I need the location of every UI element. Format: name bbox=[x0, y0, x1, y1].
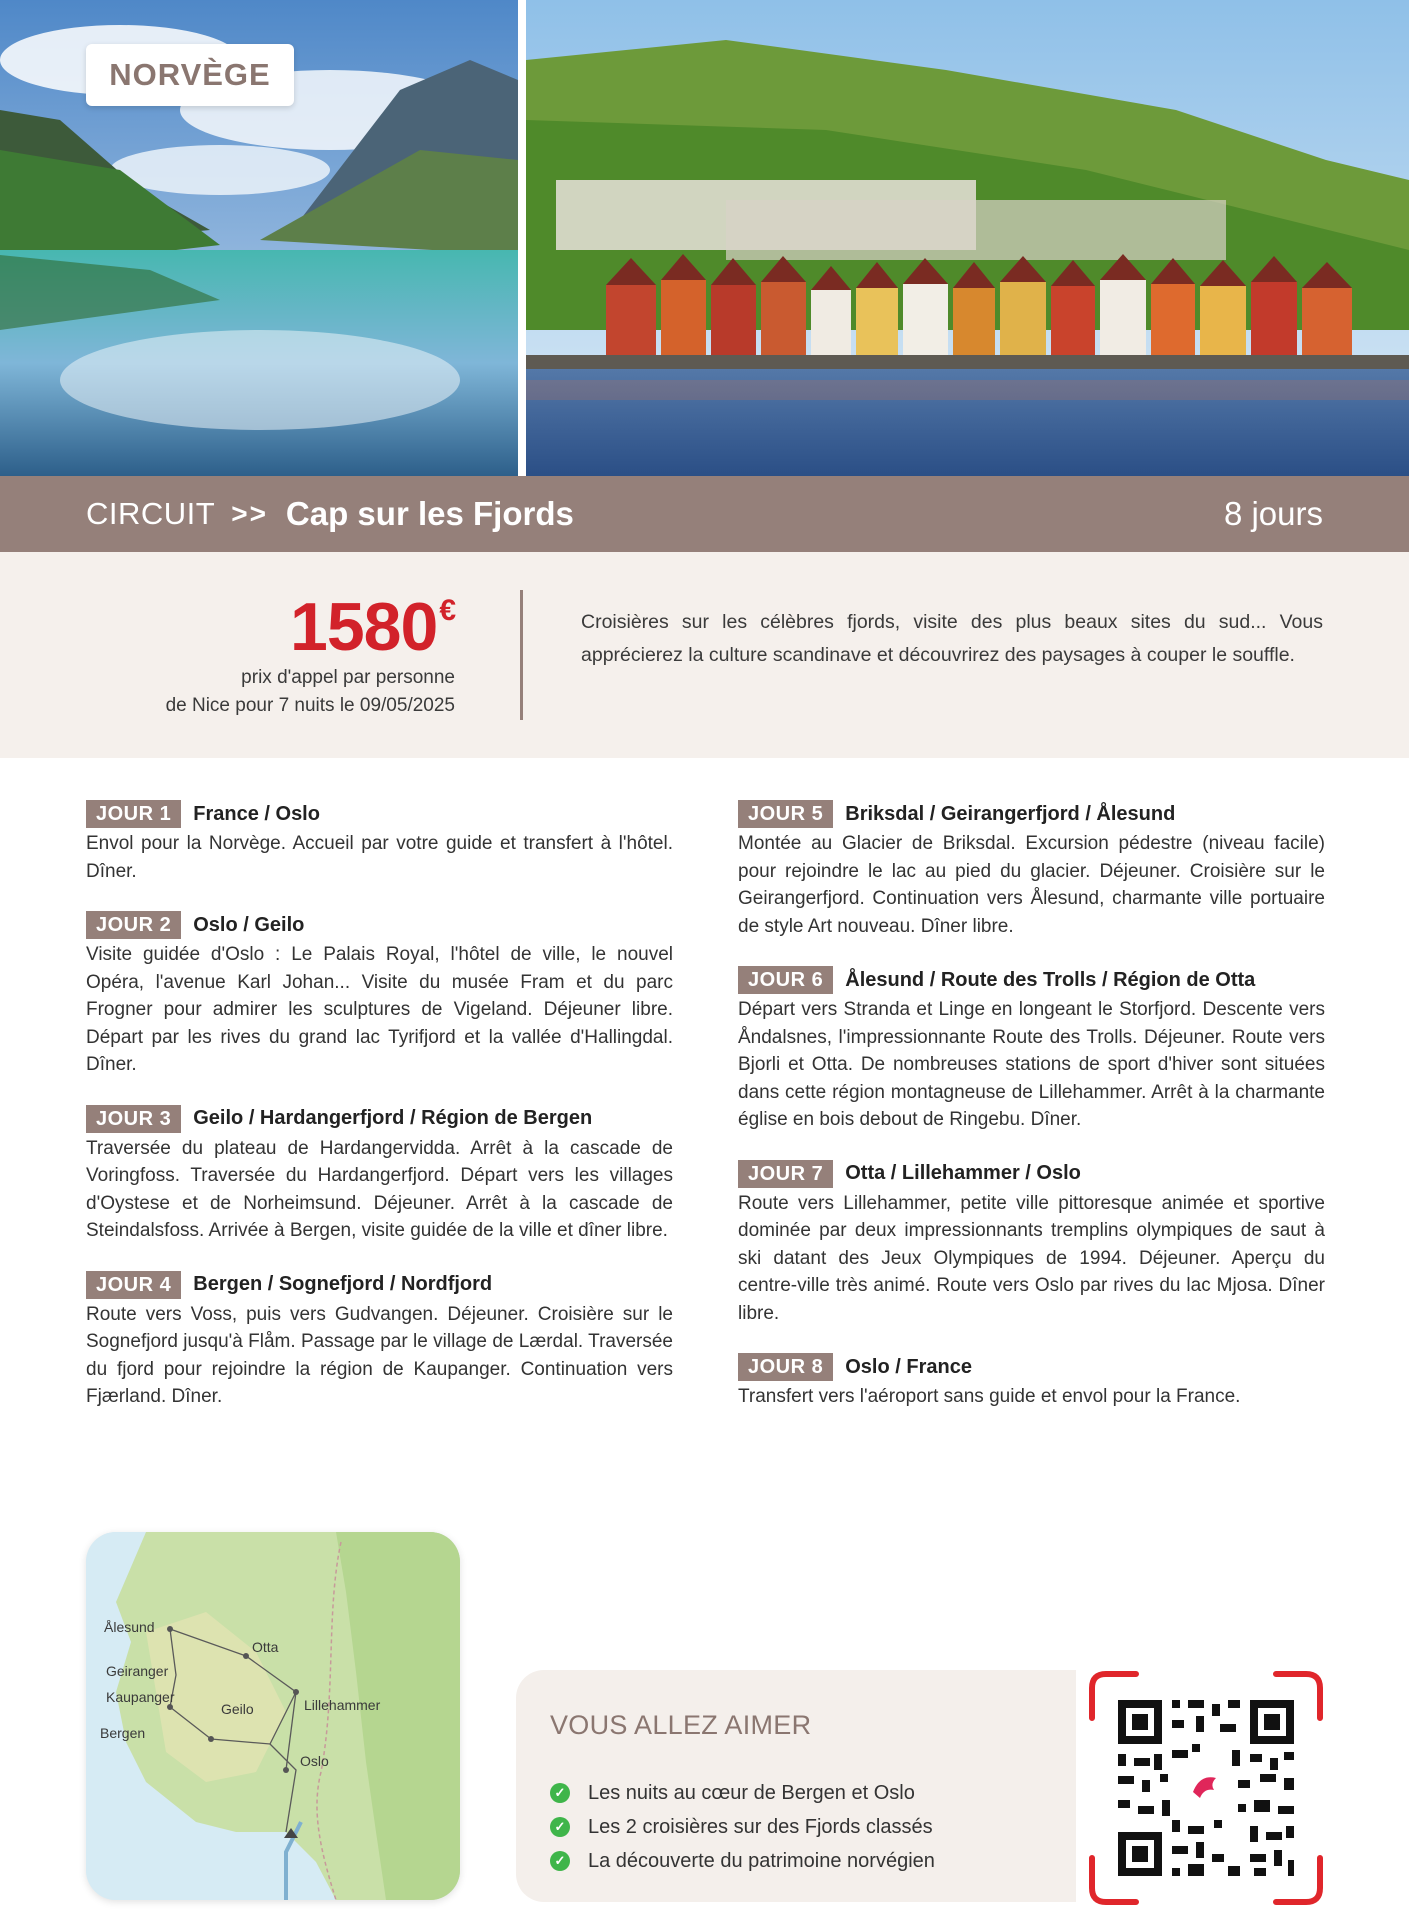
highlight-text: Les nuits au cœur de Bergen et Oslo bbox=[588, 1781, 915, 1804]
check-icon: ✓ bbox=[550, 1851, 570, 1871]
map-label-oslo: Oslo bbox=[300, 1753, 329, 1769]
day-item bbox=[86, 1105, 673, 1245]
highlight-text: Les 2 croisières sur des Fjords classés bbox=[588, 1815, 933, 1838]
price bbox=[290, 588, 455, 666]
map-point-lillehammer bbox=[293, 1689, 299, 1695]
day-item bbox=[86, 800, 673, 885]
map-label-lillehammer: Lillehammer bbox=[304, 1697, 381, 1713]
route-map bbox=[86, 1532, 460, 1900]
map-point-oslo bbox=[283, 1767, 289, 1773]
day-badge: JOUR 3 bbox=[86, 1105, 181, 1133]
day-title: Oslo / Geilo bbox=[193, 913, 305, 936]
map-point-alesund bbox=[167, 1626, 173, 1632]
qr-code-icon[interactable] bbox=[1088, 1670, 1324, 1906]
highlights-title: VOUS ALLEZ AIMER bbox=[550, 1710, 812, 1740]
map-point-otta bbox=[243, 1653, 249, 1659]
day-badge: JOUR 8 bbox=[738, 1353, 833, 1381]
highlights-list bbox=[550, 1776, 935, 1878]
price-note bbox=[166, 664, 455, 720]
price-note-line1: prix d'appel par personne bbox=[241, 667, 455, 688]
day-text: Départ vers Stranda et Linge en longeant le Storfjord. Descente vers Åndalsnes, l'impressionnante Route des Trolls. Déjeuner. Route vers Bjorli et Otta. De nombreuses stations de sport d'hiver sont situées dans cette région montagneuse de Lillehammer. Arrêt à la charmante église en bois debout de Ringebu. Dîner. bbox=[738, 999, 1325, 1130]
day-item bbox=[738, 1353, 1325, 1411]
day-title: Bergen / Sognefjord / Nordfjord bbox=[193, 1273, 493, 1295]
map-svg bbox=[86, 1532, 460, 1900]
map-label-geiranger: Geiranger bbox=[106, 1663, 169, 1679]
day-text: Route vers Voss, puis vers Gudvangen. Déjeuner. Croisière sur le Sognefjord jusqu'à Flåm. Passage par le village de Lærdal. Traversée du fjord pour rejoindre la région de Kaupanger. Continuation vers Fjærland. Dîner. bbox=[86, 1303, 673, 1407]
day-item bbox=[86, 1271, 673, 1411]
day-badge: JOUR 2 bbox=[86, 911, 181, 939]
divider bbox=[520, 590, 523, 720]
tour-name: Cap sur les Fjords bbox=[285, 495, 574, 532]
circuit-label: CIRCUIT bbox=[86, 496, 216, 531]
price-band bbox=[0, 552, 1409, 758]
day-item bbox=[738, 800, 1325, 940]
day-item bbox=[86, 911, 673, 1079]
day-text: Visite guidée d'Oslo : Le Palais Royal, l'hôtel de ville, le nouvel Opéra, l'avenue Karl Johan... Visite du musée Fram et du parc Frogner pour admirer les sculptures de Vigeland. Déjeuner libre. Départ par les rives du grand lac Tyrifjord et la vallée d'Hallingdal. Dîner. bbox=[86, 944, 673, 1075]
day-title: Oslo / France bbox=[845, 1355, 972, 1378]
itinerary-right bbox=[738, 800, 1325, 1437]
check-icon: ✓ bbox=[550, 1783, 570, 1803]
check-icon: ✓ bbox=[550, 1817, 570, 1837]
highlight-text: La découverte du patrimoine norvégien bbox=[588, 1849, 935, 1872]
day-badge: JOUR 6 bbox=[738, 966, 833, 994]
map-label-otta: Otta bbox=[252, 1639, 279, 1655]
day-text: Montée au Glacier de Briksdal. Excursion pédestre (niveau facile) pour rejoindre le lac au pied du glacier. Déjeuner. Croisière sur le Geirangerfjord. Continuation vers Ålesund, charmante ville portuaire de style Art nouveau. Dîner libre. bbox=[738, 833, 1325, 937]
map-point-geilo bbox=[208, 1736, 214, 1742]
day-text: Traversée du plateau de Hardangervidda. Arrêt à la cascade de Voringfoss. Traversée du Hardangerfjord. Départ vers les villages d'Oystese et de Norheimsund. Déjeuner. Arrêt à la cascade de Steindalsfoss. Arrivée à Bergen, visite guidée de la ville et dîner libre. bbox=[86, 1137, 673, 1241]
day-badge: JOUR 5 bbox=[738, 800, 833, 828]
list-item bbox=[550, 1810, 935, 1844]
highlights-box bbox=[516, 1670, 1076, 1902]
day-text: Envol pour la Norvège. Accueil par votre guide et transfert à l'hôtel. Dîner. bbox=[86, 833, 673, 882]
day-title: Geilo / Hardangerfjord / Région de Bergen bbox=[193, 1107, 593, 1129]
list-item bbox=[550, 1844, 935, 1878]
bergen-photo bbox=[526, 0, 1409, 476]
day-title: Otta / Lillehammer / Oslo bbox=[845, 1162, 1081, 1184]
day-item bbox=[738, 1160, 1325, 1328]
country-tag: NORVÈGE bbox=[86, 44, 294, 106]
double-chevron-icon: >> bbox=[231, 498, 268, 529]
itinerary-left bbox=[86, 800, 673, 1437]
day-badge: JOUR 4 bbox=[86, 1271, 181, 1299]
price-amount: 1580 bbox=[290, 589, 438, 665]
intro-text: Croisières sur les célèbres fjords, visite des plus beaux sites du sud... Vous apprécierez la culture scandinave et découvrirez des paysages à couper le souffle. bbox=[581, 611, 1323, 666]
list-item bbox=[550, 1776, 935, 1810]
day-title: France / Oslo bbox=[193, 802, 320, 825]
day-text: Route vers Lillehammer, petite ville pittoresque animée et sportive dominée par deux impressionnants tremplins olympiques de saut à ski datant des Jeux Olympiques de 1994. Déjeuner. Aperçu du centre-ville très animé. Route vers Oslo par rives du lac Mjosa. Dîner libre. bbox=[738, 1192, 1325, 1324]
day-badge: JOUR 1 bbox=[86, 800, 181, 828]
map-label-bergen: Bergen bbox=[100, 1725, 146, 1741]
day-text: Transfert vers l'aéroport sans guide et envol pour la France. bbox=[738, 1386, 1241, 1407]
title-band bbox=[0, 476, 1409, 552]
map-label-geilo: Geilo bbox=[221, 1701, 254, 1717]
day-title: Briksdal / Geirangerfjord / Ålesund bbox=[845, 802, 1176, 825]
day-item bbox=[738, 966, 1325, 1134]
map-label-alesund: Ålesund bbox=[104, 1619, 155, 1635]
price-currency: € bbox=[439, 594, 455, 627]
tour-duration: 8 jours bbox=[1223, 495, 1323, 532]
map-label-kaupanger: Kaupanger bbox=[106, 1689, 175, 1705]
day-title: Ålesund / Route des Trolls / Région de Otta bbox=[845, 968, 1256, 991]
day-badge: JOUR 7 bbox=[738, 1160, 833, 1188]
price-note-line2: de Nice pour 7 nuits le 09/05/2025 bbox=[165, 695, 455, 716]
